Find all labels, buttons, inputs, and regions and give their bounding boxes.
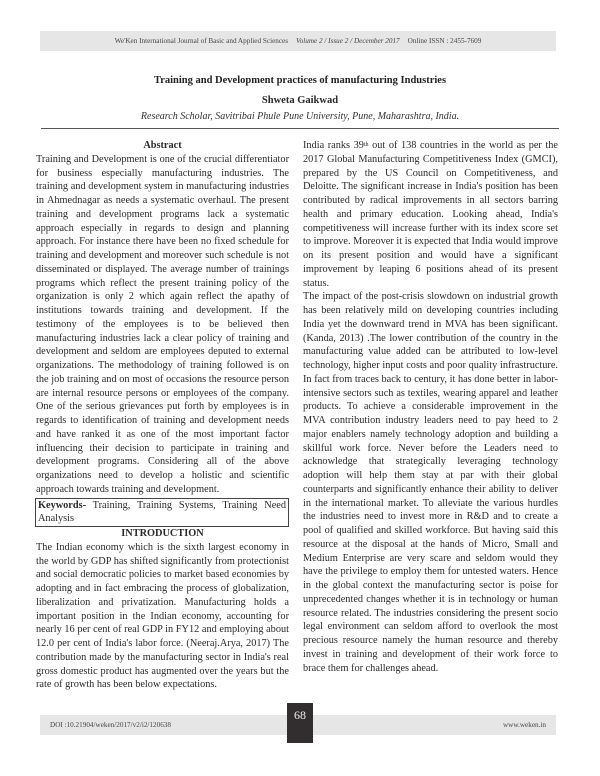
keywords-label: Keywords- — [38, 499, 87, 511]
title-divider — [41, 128, 559, 129]
footer-doi-bar — [40, 715, 287, 735]
article-title: Training and Development practices of manufacturing Industries — [153, 75, 447, 86]
journal-issue: Volume 2 / Issue 2 / December 2017 — [296, 37, 400, 45]
doi-text: DOI :10.21904/weken/2017/v2/i2/120638 — [50, 721, 171, 729]
website-link[interactable]: www.weken.in — [502, 721, 546, 729]
footer-website-bar — [313, 715, 556, 735]
intro-paragraph-3: The impact of the post-crisis slowdown on industrial growth has been relatively mild on developing countries including India yet the downward trend in MVA has been significant.(Kanda, 2013) .The lower contribution of the country in the manufacturing value added can be attributed to low-level technology, higher input costs and poor quality infrastructure. In fact from traces back to century, it has done better in labor-intensive sectors such as textiles, wearing apparel and leather products. To achieve a considerable improvement in the MVA contribution industry leaders need to pay heed to 2 major enablers namely technology adoption and building a skillful work force. Never before the Leaders need to acknowledge that strategically leveraging technology adoption will help them stay at par with their global counterparts and significantly enhance their ability to deliver in the international market. To alleviate the various hurdles the industries need to invest more in R&D and to create a pool of qualified and skilled workforce. But having said this resource at the disposal at the hands of Micro, Small and Medium Enterprise are very scare and seldom would they have the privilege to employ them for untested waters. Hence in the global context the manufacturing sector is poise for unprecedented changes whether it is in technology or human resource related. The industries considering the present socio legal environment can seldom afford to overlook the most precious resource namely the human resource and thereby invest in training and development of their work force to brace them for challenges ahead. — [303, 291, 558, 674]
abstract-text: Training and Development is one of the crucial differentiator for business especially manufacturing industries. The training and development system in manufacturing industries in Ahmednagar as needs a systematic overhaul. The present training and development programs lack a systematic approach especially in regards to design and planning approach. For instance there have been no fixed schedule for training and development and moreover such schedule is not disseminated or displayed. The average number of trainings programs which reflect the present training policy of the organization is only 2 which again reflect the apathy of institutions towards training and development. If the testimony of the employees is to be believed then manufacturing industries lack a clear policy of training and development and seldom are employees deputed to external organizations. The methodology of training followed is on the job training and on most of occasions the resource person are internal resource persons or employees of the company. One of the serious grievances put forth by employees is in regards to identification of training and development needs and have ranked it as one of the most important factor influencing their decision to participate in training and development programs. Considering all of the above organizations need to develop a holistic and scientific approach towards training and development. — [36, 153, 289, 495]
journal-header — [40, 31, 556, 51]
intro-paragraph-1: The Indian economy which is the sixth largest economy in the world by GDP has shifted significantly from protectionist and social democratic policies to market based economies by adopting and in fact embracing the process of globalization, liberalization and privatization. Manufacturing holds a important position in the Indian economy, accounting for nearly 16 per cent of real GDP in FY12 and employing about 12.0 per cent of India's labor force. (Neeraj.Arya, 2017) The contribution made by the manufacturing sector in India's real gross domestic product has augmented over the years but the rate of growth has been below expectations. — [36, 541, 289, 691]
journal-name: We'Ken International Journal of Basic and Applied Sciences — [114, 37, 289, 45]
keywords-text: Training, Training Systems, Training Need Analysis — [38, 499, 286, 525]
right-column — [303, 139, 558, 675]
author-affiliation: Research Scholar, Savitribai Phule Pune University, Pune, Maharashtra, India. — [140, 111, 460, 122]
keywords-box — [35, 498, 289, 528]
article-author: Shweta Gaikwad — [261, 95, 339, 106]
intro-paragraph-2 — [303, 139, 558, 290]
page-number: 68 — [287, 703, 313, 743]
p2-start: India ranks 39 — [303, 140, 364, 151]
p2-rest: out of 138 countries in the world as per the 2017 Global Manufacturing Competitiveness Index (GMCI), prepared by the US Council on Competitiveness, and Deloitte. The significant increase in India's position has been contributed by radical improvements in all sectors barring health and primary education. Looking ahead, India's competitiveness will increase further with its index score set to improve. Moreover it is expected that India would improve on its present position and would have a significant improvement by leaping 6 positions ahead of its present status. — [303, 140, 559, 289]
journal-issn: Online ISSN : 2455-7609 — [407, 37, 482, 45]
p2-superscript: th — [363, 142, 369, 148]
abstract-heading: Abstract — [143, 140, 182, 151]
left-column — [36, 139, 289, 692]
introduction-heading: INTRODUCTION — [121, 528, 204, 539]
